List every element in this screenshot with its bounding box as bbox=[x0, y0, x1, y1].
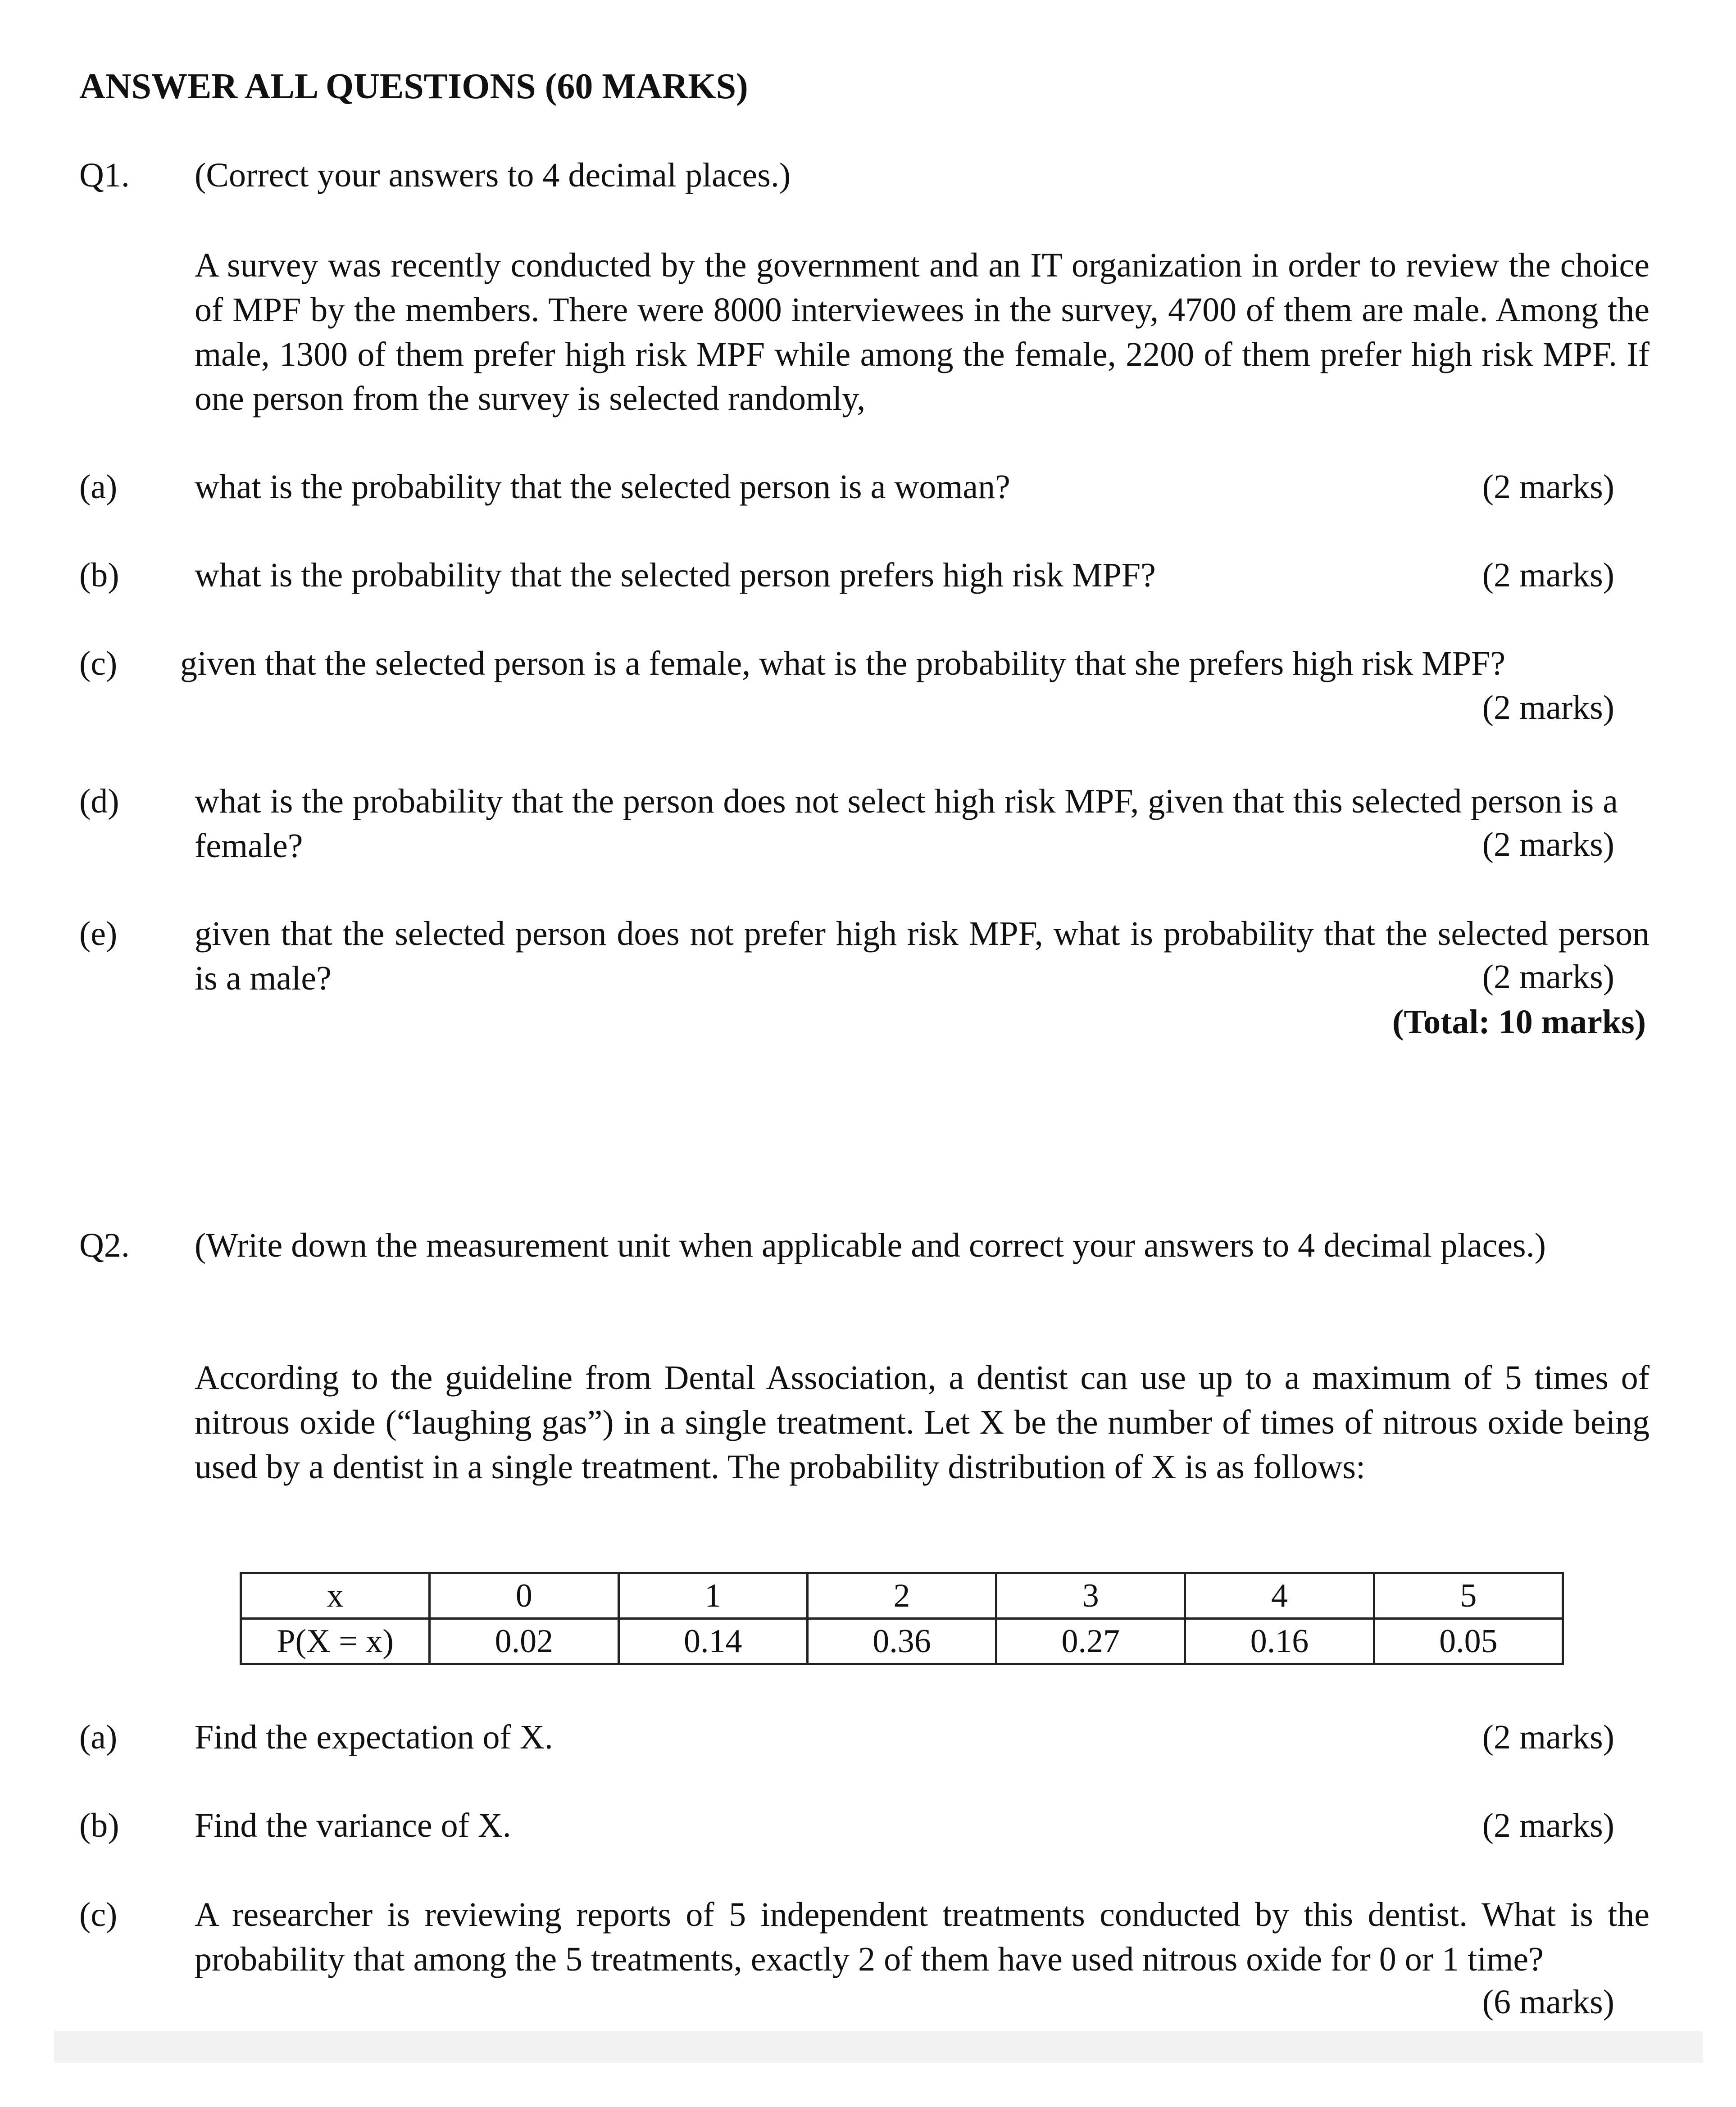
q2-c-label: (c) bbox=[79, 1896, 118, 1934]
table-header-x: x bbox=[241, 1573, 430, 1619]
table-cell-x: 1 bbox=[618, 1573, 807, 1619]
table-cell-p: 0.02 bbox=[430, 1619, 618, 1664]
q1-instruction: (Correct your answers to 4 decimal places.) bbox=[195, 156, 791, 194]
q1-b-label: (b) bbox=[79, 556, 119, 594]
table-cell-x: 0 bbox=[430, 1573, 618, 1619]
q2-a-marks: (2 marks) bbox=[1482, 1718, 1614, 1756]
q2-b-label: (b) bbox=[79, 1807, 119, 1844]
table-cell-x: 4 bbox=[1185, 1573, 1374, 1619]
q2-instruction: (Write down the measurement unit when applicable and correct your answers to 4 decimal places.) bbox=[195, 1226, 1546, 1264]
q1-c-text: given that the selected person is a female, what is the probability that she prefers high risk MPF? bbox=[180, 645, 1506, 682]
q2-b-text: Find the variance of X. bbox=[195, 1807, 511, 1844]
table-cell-p: 0.36 bbox=[807, 1619, 996, 1664]
q1-d-marks: (2 marks) bbox=[1482, 826, 1614, 863]
q2-a-text: Find the expectation of X. bbox=[195, 1718, 553, 1756]
table-cell-p: 0.27 bbox=[996, 1619, 1185, 1664]
probability-distribution-table bbox=[240, 1572, 1564, 1665]
q2-intro: According to the guideline from Dental Association, a dentist can use up to a maximum of 5 times of nitrous oxide (“laughing gas”) in a single treatment. Let X be the number of times of nitrous oxide being used by a dentist in a single treatment. The probability distribution of X is as follows: bbox=[195, 1359, 1650, 1486]
table-cell-p: 0.16 bbox=[1185, 1619, 1374, 1664]
table-cell-x: 5 bbox=[1374, 1573, 1563, 1619]
table-cell-p: 0.05 bbox=[1374, 1619, 1563, 1664]
q1-a-label: (a) bbox=[79, 468, 118, 506]
q1-b-marks: (2 marks) bbox=[1482, 556, 1614, 594]
scan-edge-shade bbox=[54, 2031, 1703, 2063]
q1-a-marks: (2 marks) bbox=[1482, 468, 1614, 506]
table-header-p: P(X = x) bbox=[241, 1619, 430, 1664]
q1-e-label: (e) bbox=[79, 915, 118, 953]
q1-c-label: (c) bbox=[79, 645, 118, 682]
q1-e-text: given that the selected person does not prefer high risk MPF, what is probability that the selected person is a male? bbox=[195, 915, 1650, 997]
table-cell-p: 0.14 bbox=[618, 1619, 807, 1664]
q2-a-label: (a) bbox=[79, 1718, 118, 1756]
q1-intro: A survey was recently conducted by the government and an IT organization in order to review the choice of MPF by the members. There were 8000 interviewees in the survey, 4700 of them are male. Among the male, 1300 of them prefer high risk MPF while among the female, 2200 of them prefer high risk MPF. If one person from the survey is selected randomly, bbox=[195, 246, 1650, 418]
q2-c-marks: (6 marks) bbox=[1482, 1983, 1614, 2021]
q1-a-text: what is the probability that the selected person is a woman? bbox=[195, 468, 1010, 506]
table-row-x bbox=[241, 1573, 1563, 1619]
q1-e-marks: (2 marks) bbox=[1482, 958, 1614, 996]
q1-b-text: what is the probability that the selected person prefers high risk MPF? bbox=[195, 556, 1156, 594]
q2-label: Q2. bbox=[79, 1226, 130, 1264]
table-row-p bbox=[241, 1619, 1563, 1664]
q2-b-marks: (2 marks) bbox=[1482, 1807, 1614, 1844]
q2-c-text: A researcher is reviewing reports of 5 independent treatments conducted by this dentist. What is the probability that among the 5 treatments, exactly 2 of them have used nitrous oxide for 0 or 1 time? bbox=[195, 1896, 1650, 1978]
table-cell-x: 2 bbox=[807, 1573, 996, 1619]
page-title: ANSWER ALL QUESTIONS (60 MARKS) bbox=[79, 67, 748, 106]
table-cell-x: 3 bbox=[996, 1573, 1185, 1619]
q1-d-label: (d) bbox=[79, 782, 119, 820]
q1-label: Q1. bbox=[79, 156, 130, 194]
q1-d-text: what is the probability that the person does not select high risk MPF, given that this selected person is a female? bbox=[195, 782, 1618, 865]
q1-c-marks: (2 marks) bbox=[1482, 689, 1614, 727]
q1-total-marks: (Total: 10 marks) bbox=[1392, 1003, 1646, 1041]
